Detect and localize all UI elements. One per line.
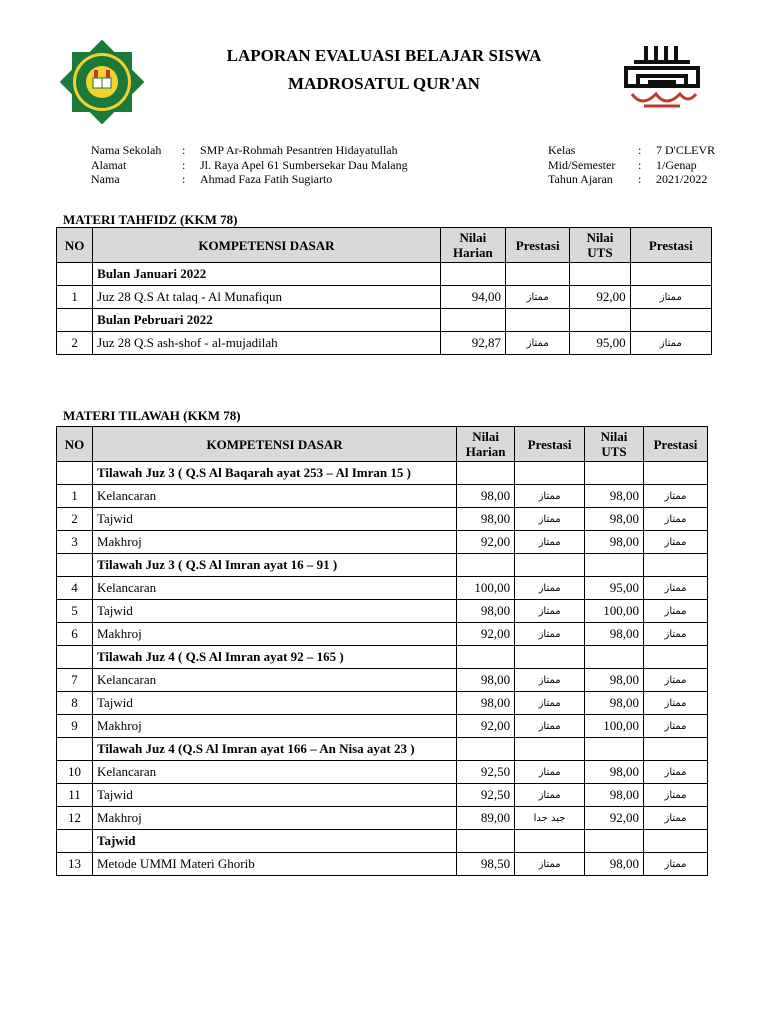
col-header-no: NO [57, 427, 93, 462]
empty-cell [630, 263, 711, 286]
col-header-prestasi: Prestasi [515, 427, 585, 462]
prestasi-uts-cell: ممتاز [644, 577, 708, 600]
row-number: 10 [57, 761, 93, 784]
table-row [57, 692, 708, 715]
kompetensi-cell: Makhroj [92, 807, 456, 830]
row-number: 12 [57, 807, 93, 830]
prestasi-uts-cell: ممتاز [630, 286, 711, 309]
group-row [57, 554, 708, 577]
row-number: 1 [57, 286, 93, 309]
nilai-uts-cell: 95,00 [585, 577, 644, 600]
empty-cell [57, 263, 93, 286]
prestasi-harian-cell: ممتاز [515, 761, 585, 784]
info-label: Nama [91, 172, 120, 186]
info-label: Tahun Ajaran [548, 172, 613, 186]
nilai-harian-cell: 92,00 [457, 531, 515, 554]
group-row [57, 309, 712, 332]
empty-cell [515, 646, 585, 669]
group-row [57, 263, 712, 286]
info-sep: : [182, 157, 186, 172]
empty-cell [57, 554, 93, 577]
empty-cell [457, 462, 515, 485]
row-number: 11 [57, 784, 93, 807]
empty-cell [57, 646, 93, 669]
nilai-harian-cell: 98,00 [457, 669, 515, 692]
nilai-uts-cell: 95,00 [570, 332, 630, 355]
prestasi-harian-cell: ممتاز [515, 485, 585, 508]
nilai-harian-cell: 92,00 [457, 623, 515, 646]
info-sep: : [182, 143, 186, 157]
col-header-nilai-uts: Nilai UTS [585, 427, 644, 462]
info-sep: : [182, 172, 186, 186]
nilai-uts-cell: 92,00 [585, 807, 644, 830]
kompetensi-cell: Tajwid [92, 508, 456, 531]
student-info-right [548, 143, 738, 188]
info-label: Alamat [91, 157, 127, 172]
prestasi-harian-cell: ممتاز [515, 600, 585, 623]
table-row [57, 784, 708, 807]
group-label: Tilawah Juz 4 ( Q.S Al Imran ayat 92 – 165 ) [92, 646, 456, 669]
nilai-harian-cell: 100,00 [457, 577, 515, 600]
table-row [57, 669, 708, 692]
empty-cell [515, 554, 585, 577]
row-number: 1 [57, 485, 93, 508]
tilawah-body [57, 462, 708, 876]
col-header-kompetensi: KOMPETENSI DASAR [92, 427, 456, 462]
col-header-prestasi: Prestasi [644, 427, 708, 462]
prestasi-harian-cell: ممتاز [515, 623, 585, 646]
empty-cell [457, 830, 515, 853]
table-row [57, 807, 708, 830]
nilai-uts-cell: 98,00 [585, 623, 644, 646]
info-label: Mid/Semester [548, 157, 616, 172]
prestasi-uts-cell: ممتاز [644, 784, 708, 807]
nilai-harian-cell: 94,00 [440, 286, 505, 309]
info-sep: : [638, 143, 642, 157]
group-row [57, 646, 708, 669]
student-info-left [91, 143, 511, 188]
empty-cell [585, 462, 644, 485]
info-sep: : [638, 172, 642, 186]
empty-cell [644, 830, 708, 853]
row-number: 5 [57, 600, 93, 623]
nilai-harian-cell: 92,50 [457, 784, 515, 807]
empty-cell [57, 309, 93, 332]
prestasi-harian-cell: ممتاز [515, 531, 585, 554]
table-row [57, 600, 708, 623]
prestasi-harian-cell: ممتاز [506, 286, 570, 309]
kompetensi-cell: Tajwid [92, 600, 456, 623]
group-label: Tilawah Juz 3 ( Q.S Al Imran ayat 16 – 91 ) [92, 554, 456, 577]
group-row [57, 830, 708, 853]
kompetensi-cell: Kelancaran [92, 669, 456, 692]
prestasi-uts-cell: ممتاز [644, 715, 708, 738]
prestasi-harian-cell: ممتاز [515, 577, 585, 600]
kompetensi-cell: Juz 28 Q.S ash-shof - al-mujadilah [93, 332, 441, 355]
prestasi-uts-cell: ممتاز [644, 623, 708, 646]
col-header-kompetensi: KOMPETENSI DASAR [93, 228, 441, 263]
col-header-nilai-uts: Nilai UTS [570, 228, 630, 263]
tilawah-section-title: MATERI TILAWAH (KKM 78) [63, 408, 241, 423]
empty-cell [57, 830, 93, 853]
col-header-no: NO [57, 228, 93, 263]
prestasi-uts-cell: ممتاز [644, 761, 708, 784]
nilai-uts-cell: 98,00 [585, 784, 644, 807]
report-title: LAPORAN EVALUASI BELAJAR SISWA [226, 46, 542, 65]
kompetensi-cell: Kelancaran [92, 485, 456, 508]
col-header-prestasi: Prestasi [506, 228, 570, 263]
nilai-uts-cell: 100,00 [585, 600, 644, 623]
nilai-harian-cell: 92,00 [457, 715, 515, 738]
prestasi-harian-cell: ممتاز [515, 669, 585, 692]
nilai-harian-cell: 98,00 [457, 508, 515, 531]
kompetensi-cell: Kelancaran [92, 761, 456, 784]
kompetensi-cell: Kelancaran [92, 577, 456, 600]
empty-cell [440, 309, 505, 332]
prestasi-harian-cell: ممتاز [515, 715, 585, 738]
row-number: 4 [57, 577, 93, 600]
info-label: Kelas [548, 143, 576, 157]
group-row [57, 738, 708, 761]
nilai-uts-cell: 92,00 [570, 286, 630, 309]
nilai-harian-cell: 98,00 [457, 600, 515, 623]
table-row [57, 715, 708, 738]
prestasi-uts-cell: ممتاز [644, 508, 708, 531]
empty-cell [644, 738, 708, 761]
nilai-uts-cell: 98,00 [585, 853, 644, 876]
empty-cell [515, 738, 585, 761]
empty-cell [644, 462, 708, 485]
prestasi-harian-cell: ممتاز [515, 853, 585, 876]
info-value: Jl. Raya Apel 61 Sumbersekar Dau Malang [200, 157, 408, 172]
nilai-harian-cell: 92,50 [457, 761, 515, 784]
info-value: SMP Ar-Rohmah Pesantren Hidayatullah [200, 143, 398, 157]
prestasi-uts-cell: ممتاز [644, 669, 708, 692]
group-label: Tajwid [92, 830, 456, 853]
info-label: Nama Sekolah [91, 143, 162, 157]
tilawah-table [56, 426, 708, 876]
table-row [57, 853, 708, 876]
table-row [57, 531, 708, 554]
empty-cell [506, 263, 570, 286]
kompetensi-cell: Tajwid [92, 692, 456, 715]
table-row [57, 577, 708, 600]
tahfidz-table [56, 227, 712, 355]
empty-cell [570, 309, 630, 332]
nilai-uts-cell: 100,00 [585, 715, 644, 738]
row-number: 9 [57, 715, 93, 738]
empty-cell [57, 738, 93, 761]
col-header-nilai-harian: Nilai Harian [457, 427, 515, 462]
group-label: Bulan Januari 2022 [93, 263, 441, 286]
nilai-uts-cell: 98,00 [585, 531, 644, 554]
col-header-prestasi: Prestasi [630, 228, 711, 263]
prestasi-harian-cell: جيد جدا [515, 807, 585, 830]
prestasi-harian-cell: ممتاز [515, 692, 585, 715]
row-number: 2 [57, 508, 93, 531]
prestasi-uts-cell: ممتاز [630, 332, 711, 355]
prestasi-uts-cell: ممتاز [644, 485, 708, 508]
empty-cell [457, 554, 515, 577]
kompetensi-cell: Makhroj [92, 623, 456, 646]
kompetensi-cell: Makhroj [92, 531, 456, 554]
nilai-uts-cell: 98,00 [585, 761, 644, 784]
nilai-harian-cell: 98,00 [457, 692, 515, 715]
empty-cell [457, 738, 515, 761]
prestasi-uts-cell: ممتاز [644, 692, 708, 715]
prestasi-harian-cell: ممتاز [515, 508, 585, 531]
prestasi-uts-cell: ممتاز [644, 853, 708, 876]
tahfidz-body [57, 263, 712, 355]
nilai-uts-cell: 98,00 [585, 669, 644, 692]
info-value: 1/Genap [656, 157, 697, 172]
table-row [57, 286, 712, 309]
empty-cell [630, 309, 711, 332]
group-label: Bulan Pebruari 2022 [93, 309, 441, 332]
kompetensi-cell: Tajwid [92, 784, 456, 807]
empty-cell [585, 738, 644, 761]
tahfidz-section-title: MATERI TAHFIDZ (KKM 78) [63, 212, 238, 227]
kompetensi-cell: Makhroj [92, 715, 456, 738]
table-row [57, 485, 708, 508]
prestasi-uts-cell: ممتاز [644, 807, 708, 830]
empty-cell [585, 646, 644, 669]
nilai-uts-cell: 98,00 [585, 692, 644, 715]
empty-cell [585, 830, 644, 853]
info-sep: : [638, 157, 642, 172]
row-number: 8 [57, 692, 93, 715]
report-subtitle: MADROSATUL QUR'AN [288, 74, 480, 93]
nilai-harian-cell: 98,50 [457, 853, 515, 876]
table-row [57, 508, 708, 531]
empty-cell [57, 462, 93, 485]
group-label: Tilawah Juz 3 ( Q.S Al Baqarah ayat 253 – Al Imran 15 ) [92, 462, 456, 485]
row-number: 2 [57, 332, 93, 355]
info-value: 7 D'CLEVR [656, 143, 716, 157]
empty-cell [440, 263, 505, 286]
group-label: Tilawah Juz 4 (Q.S Al Imran ayat 166 – An Nisa ayat 23 ) [92, 738, 456, 761]
empty-cell [506, 309, 570, 332]
prestasi-harian-cell: ممتاز [515, 784, 585, 807]
empty-cell [570, 263, 630, 286]
row-number: 3 [57, 531, 93, 554]
prestasi-harian-cell: ممتاز [506, 332, 570, 355]
row-number: 6 [57, 623, 93, 646]
prestasi-uts-cell: ممتاز [644, 531, 708, 554]
info-value: 2021/2022 [656, 172, 708, 186]
empty-cell [644, 554, 708, 577]
kompetensi-cell: Metode UMMI Materi Ghorib [92, 853, 456, 876]
empty-cell [515, 830, 585, 853]
kompetensi-cell: Juz 28 Q.S At talaq - Al Munafiqun [93, 286, 441, 309]
group-row [57, 462, 708, 485]
table-row [57, 332, 712, 355]
table-row [57, 623, 708, 646]
info-value: Ahmad Faza Fatih Sugiarto [200, 172, 333, 186]
empty-cell [585, 554, 644, 577]
table-row [57, 761, 708, 784]
nilai-uts-cell: 98,00 [585, 485, 644, 508]
row-number: 13 [57, 853, 93, 876]
col-header-nilai-harian: Nilai Harian [440, 228, 505, 263]
nilai-harian-cell: 89,00 [457, 807, 515, 830]
nilai-harian-cell: 92,87 [440, 332, 505, 355]
nilai-harian-cell: 98,00 [457, 485, 515, 508]
empty-cell [457, 646, 515, 669]
empty-cell [644, 646, 708, 669]
empty-cell [515, 462, 585, 485]
prestasi-uts-cell: ممتاز [644, 600, 708, 623]
row-number: 7 [57, 669, 93, 692]
nilai-uts-cell: 98,00 [585, 508, 644, 531]
